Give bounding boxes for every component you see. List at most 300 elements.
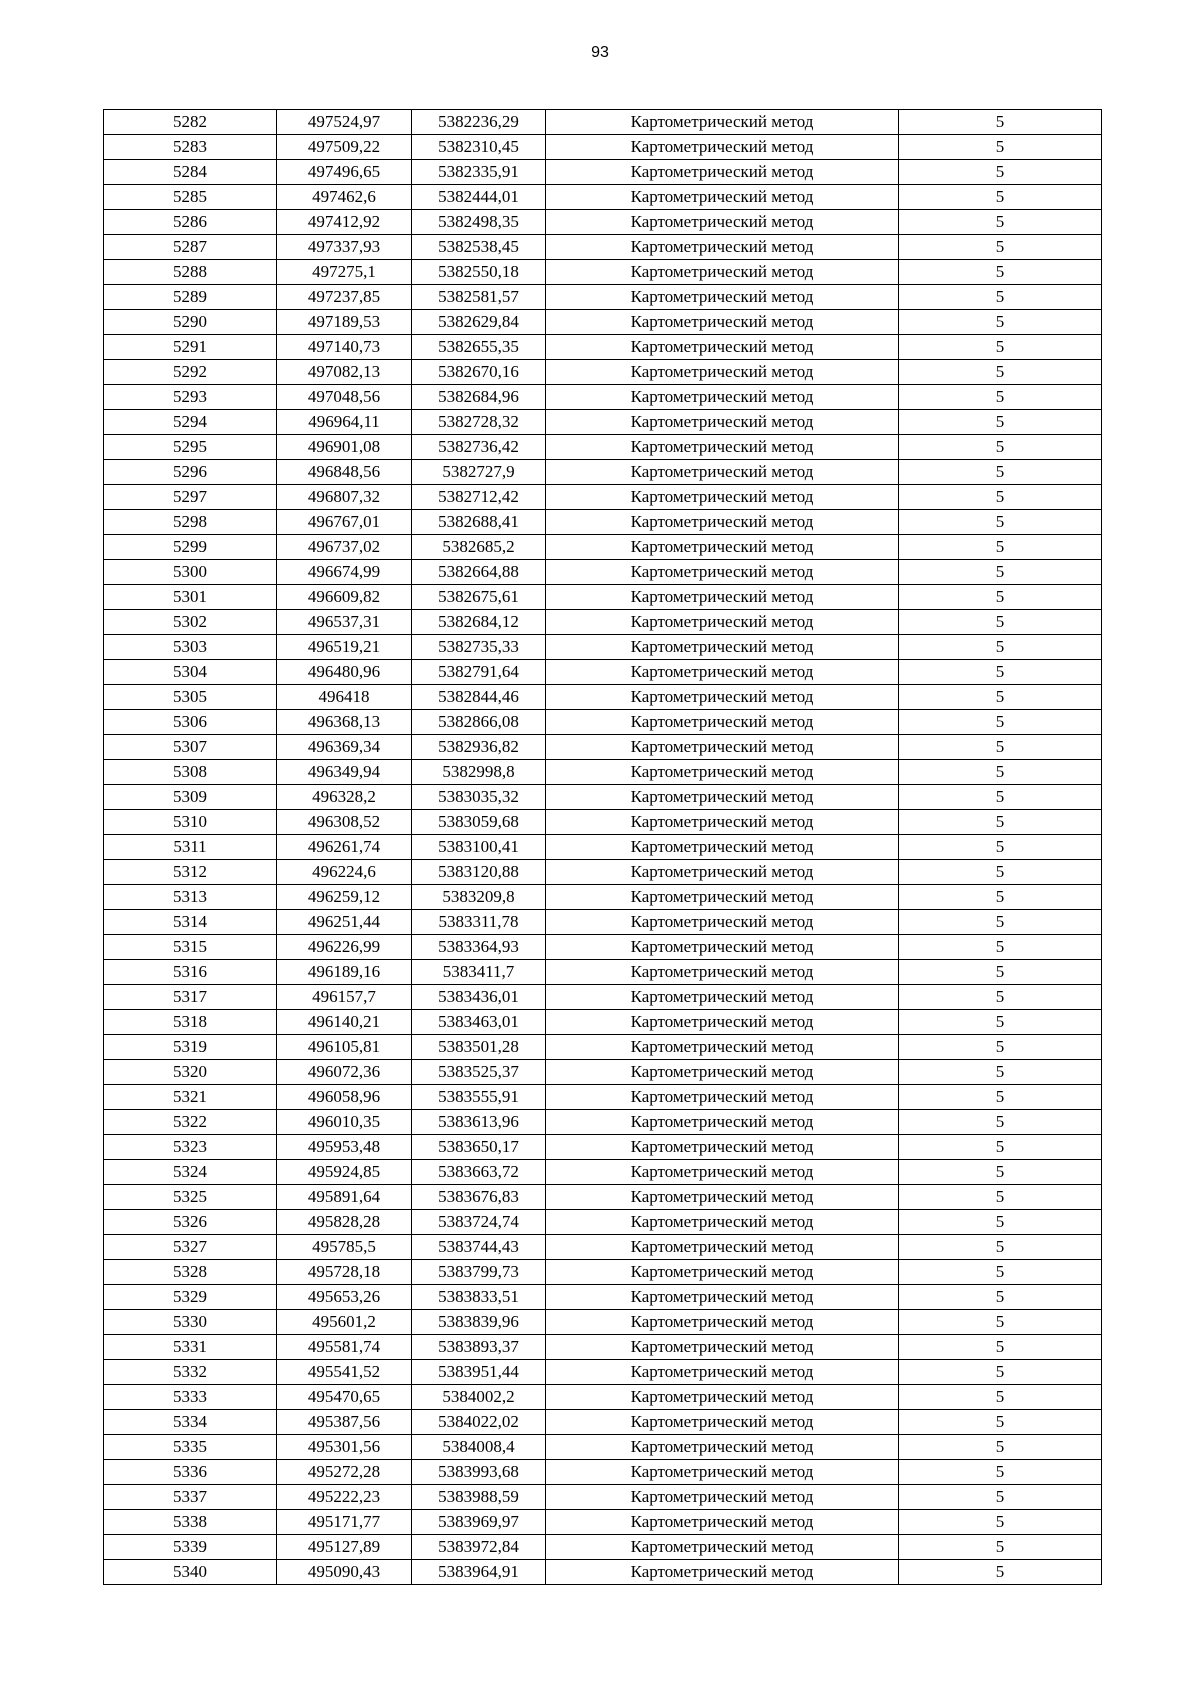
table-row <box>104 1560 1102 1585</box>
method-cell: Картометрический метод <box>546 360 899 385</box>
accuracy-cell: 5 <box>899 685 1102 710</box>
accuracy-cell: 5 <box>899 1185 1102 1210</box>
method-cell: Картометрический метод <box>546 435 899 460</box>
accuracy-cell: 5 <box>899 1260 1102 1285</box>
method-cell: Картометрический метод <box>546 810 899 835</box>
point-number-cell: 5287 <box>104 235 277 260</box>
method-cell: Картометрический метод <box>546 1310 899 1335</box>
x-coordinate-cell: 497412,92 <box>277 210 412 235</box>
method-cell: Картометрический метод <box>546 510 899 535</box>
y-coordinate-cell: 5383969,97 <box>412 1510 546 1535</box>
point-number-cell: 5324 <box>104 1160 277 1185</box>
table-row <box>104 110 1102 135</box>
y-coordinate-cell: 5383364,93 <box>412 935 546 960</box>
method-cell: Картометрический метод <box>546 1035 899 1060</box>
table-row <box>104 1310 1102 1335</box>
accuracy-cell: 5 <box>899 1110 1102 1135</box>
table-row <box>104 1035 1102 1060</box>
y-coordinate-cell: 5382688,41 <box>412 510 546 535</box>
y-coordinate-cell: 5382844,46 <box>412 685 546 710</box>
accuracy-cell: 5 <box>899 1210 1102 1235</box>
table-row <box>104 1510 1102 1535</box>
method-cell: Картометрический метод <box>546 710 899 735</box>
y-coordinate-cell: 5383209,8 <box>412 885 546 910</box>
accuracy-cell: 5 <box>899 460 1102 485</box>
method-cell: Картометрический метод <box>546 1010 899 1035</box>
table-row <box>104 360 1102 385</box>
y-coordinate-cell: 5382727,9 <box>412 460 546 485</box>
point-number-cell: 5303 <box>104 635 277 660</box>
x-coordinate-cell: 495653,26 <box>277 1285 412 1310</box>
x-coordinate-cell: 496010,35 <box>277 1110 412 1135</box>
point-number-cell: 5318 <box>104 1010 277 1035</box>
accuracy-cell: 5 <box>899 710 1102 735</box>
table-row <box>104 310 1102 335</box>
method-cell: Картометрический метод <box>546 1560 899 1585</box>
method-cell: Картометрический метод <box>546 685 899 710</box>
method-cell: Картометрический метод <box>546 885 899 910</box>
method-cell: Картометрический метод <box>546 610 899 635</box>
table-row <box>104 635 1102 660</box>
point-number-cell: 5294 <box>104 410 277 435</box>
point-number-cell: 5305 <box>104 685 277 710</box>
table-row <box>104 610 1102 635</box>
method-cell: Картометрический метод <box>546 135 899 160</box>
x-coordinate-cell: 497524,97 <box>277 110 412 135</box>
x-coordinate-cell: 496058,96 <box>277 1085 412 1110</box>
method-cell: Картометрический метод <box>546 535 899 560</box>
point-number-cell: 5290 <box>104 310 277 335</box>
point-number-cell: 5325 <box>104 1185 277 1210</box>
table-row <box>104 785 1102 810</box>
y-coordinate-cell: 5382655,35 <box>412 335 546 360</box>
point-number-cell: 5293 <box>104 385 277 410</box>
table-row <box>104 660 1102 685</box>
table-row <box>104 1535 1102 1560</box>
accuracy-cell: 5 <box>899 760 1102 785</box>
point-number-cell: 5316 <box>104 960 277 985</box>
method-cell: Картометрический метод <box>546 935 899 960</box>
y-coordinate-cell: 5383501,28 <box>412 1035 546 1060</box>
table-row <box>104 1210 1102 1235</box>
x-coordinate-cell: 495728,18 <box>277 1260 412 1285</box>
point-number-cell: 5307 <box>104 735 277 760</box>
accuracy-cell: 5 <box>899 485 1102 510</box>
table-row <box>104 1335 1102 1360</box>
point-number-cell: 5301 <box>104 585 277 610</box>
x-coordinate-cell: 496189,16 <box>277 960 412 985</box>
accuracy-cell: 5 <box>899 1160 1102 1185</box>
point-number-cell: 5330 <box>104 1310 277 1335</box>
method-cell: Картометрический метод <box>546 1085 899 1110</box>
table-row <box>104 235 1102 260</box>
method-cell: Картометрический метод <box>546 760 899 785</box>
y-coordinate-cell: 5383744,43 <box>412 1235 546 1260</box>
accuracy-cell: 5 <box>899 260 1102 285</box>
method-cell: Картометрический метод <box>546 1060 899 1085</box>
y-coordinate-cell: 5382236,29 <box>412 110 546 135</box>
method-cell: Картометрический метод <box>546 210 899 235</box>
point-number-cell: 5323 <box>104 1135 277 1160</box>
point-number-cell: 5308 <box>104 760 277 785</box>
method-cell: Картометрический метод <box>546 1260 899 1285</box>
accuracy-cell: 5 <box>899 435 1102 460</box>
x-coordinate-cell: 497237,85 <box>277 285 412 310</box>
y-coordinate-cell: 5383411,7 <box>412 960 546 985</box>
table-row <box>104 1260 1102 1285</box>
method-cell: Картометрический метод <box>546 385 899 410</box>
accuracy-cell: 5 <box>899 310 1102 335</box>
accuracy-cell: 5 <box>899 135 1102 160</box>
table-row <box>104 1085 1102 1110</box>
accuracy-cell: 5 <box>899 1485 1102 1510</box>
method-cell: Картометрический метод <box>546 835 899 860</box>
accuracy-cell: 5 <box>899 960 1102 985</box>
method-cell: Картометрический метод <box>546 1185 899 1210</box>
x-coordinate-cell: 496848,56 <box>277 460 412 485</box>
table-row <box>104 935 1102 960</box>
method-cell: Картометрический метод <box>546 660 899 685</box>
y-coordinate-cell: 5384008,4 <box>412 1435 546 1460</box>
method-cell: Картометрический метод <box>546 460 899 485</box>
point-number-cell: 5340 <box>104 1560 277 1585</box>
table-row <box>104 1410 1102 1435</box>
point-number-cell: 5302 <box>104 610 277 635</box>
page-number: 93 <box>591 44 609 61</box>
method-cell: Картометрический метод <box>546 235 899 260</box>
point-number-cell: 5328 <box>104 1260 277 1285</box>
y-coordinate-cell: 5383893,37 <box>412 1335 546 1360</box>
method-cell: Картометрический метод <box>546 1360 899 1385</box>
accuracy-cell: 5 <box>899 410 1102 435</box>
x-coordinate-cell: 496368,13 <box>277 710 412 735</box>
y-coordinate-cell: 5383436,01 <box>412 985 546 1010</box>
x-coordinate-cell: 495127,89 <box>277 1535 412 1560</box>
x-coordinate-cell: 495953,48 <box>277 1135 412 1160</box>
table-row <box>104 810 1102 835</box>
y-coordinate-cell: 5383964,91 <box>412 1560 546 1585</box>
accuracy-cell: 5 <box>899 660 1102 685</box>
accuracy-cell: 5 <box>899 1035 1102 1060</box>
accuracy-cell: 5 <box>899 360 1102 385</box>
y-coordinate-cell: 5382684,96 <box>412 385 546 410</box>
x-coordinate-cell: 495222,23 <box>277 1485 412 1510</box>
x-coordinate-cell: 496157,7 <box>277 985 412 1010</box>
y-coordinate-cell: 5382685,2 <box>412 535 546 560</box>
x-coordinate-cell: 496418 <box>277 685 412 710</box>
point-number-cell: 5311 <box>104 835 277 860</box>
point-number-cell: 5306 <box>104 710 277 735</box>
accuracy-cell: 5 <box>899 785 1102 810</box>
x-coordinate-cell: 497048,56 <box>277 385 412 410</box>
y-coordinate-cell: 5383120,88 <box>412 860 546 885</box>
method-cell: Картометрический метод <box>546 735 899 760</box>
accuracy-cell: 5 <box>899 510 1102 535</box>
y-coordinate-cell: 5382675,61 <box>412 585 546 610</box>
table-row <box>104 560 1102 585</box>
accuracy-cell: 5 <box>899 1460 1102 1485</box>
table-row <box>104 160 1102 185</box>
method-cell: Картометрический метод <box>546 1485 899 1510</box>
point-number-cell: 5314 <box>104 910 277 935</box>
y-coordinate-cell: 5382444,01 <box>412 185 546 210</box>
table-row <box>104 1185 1102 1210</box>
method-cell: Картометрический метод <box>546 260 899 285</box>
x-coordinate-cell: 496674,99 <box>277 560 412 585</box>
x-coordinate-cell: 496737,02 <box>277 535 412 560</box>
accuracy-cell: 5 <box>899 1535 1102 1560</box>
table-row <box>104 1160 1102 1185</box>
point-number-cell: 5284 <box>104 160 277 185</box>
x-coordinate-cell: 495924,85 <box>277 1160 412 1185</box>
table-row <box>104 960 1102 985</box>
point-number-cell: 5333 <box>104 1385 277 1410</box>
point-number-cell: 5296 <box>104 460 277 485</box>
point-number-cell: 5326 <box>104 1210 277 1235</box>
point-number-cell: 5289 <box>104 285 277 310</box>
point-number-cell: 5286 <box>104 210 277 235</box>
x-coordinate-cell: 496251,44 <box>277 910 412 935</box>
accuracy-cell: 5 <box>899 1410 1102 1435</box>
point-number-cell: 5335 <box>104 1435 277 1460</box>
x-coordinate-cell: 495828,28 <box>277 1210 412 1235</box>
point-number-cell: 5295 <box>104 435 277 460</box>
accuracy-cell: 5 <box>899 935 1102 960</box>
method-cell: Картометрический метод <box>546 485 899 510</box>
table-row <box>104 1285 1102 1310</box>
point-number-cell: 5300 <box>104 560 277 585</box>
accuracy-cell: 5 <box>899 385 1102 410</box>
table-row <box>104 1060 1102 1085</box>
point-number-cell: 5310 <box>104 810 277 835</box>
point-number-cell: 5327 <box>104 1235 277 1260</box>
y-coordinate-cell: 5383059,68 <box>412 810 546 835</box>
method-cell: Картометрический метод <box>546 1435 899 1460</box>
y-coordinate-cell: 5382664,88 <box>412 560 546 585</box>
x-coordinate-cell: 497275,1 <box>277 260 412 285</box>
accuracy-cell: 5 <box>899 985 1102 1010</box>
y-coordinate-cell: 5382670,16 <box>412 360 546 385</box>
table-row <box>104 285 1102 310</box>
accuracy-cell: 5 <box>899 560 1102 585</box>
point-number-cell: 5298 <box>104 510 277 535</box>
table-row <box>104 860 1102 885</box>
y-coordinate-cell: 5383613,96 <box>412 1110 546 1135</box>
y-coordinate-cell: 5383676,83 <box>412 1185 546 1210</box>
y-coordinate-cell: 5382629,84 <box>412 310 546 335</box>
x-coordinate-cell: 496609,82 <box>277 585 412 610</box>
method-cell: Картометрический метод <box>546 335 899 360</box>
method-cell: Картометрический метод <box>546 110 899 135</box>
point-number-cell: 5337 <box>104 1485 277 1510</box>
y-coordinate-cell: 5382335,91 <box>412 160 546 185</box>
accuracy-cell: 5 <box>899 1135 1102 1160</box>
accuracy-cell: 5 <box>899 1285 1102 1310</box>
y-coordinate-cell: 5383839,96 <box>412 1310 546 1335</box>
point-number-cell: 5339 <box>104 1535 277 1560</box>
method-cell: Картометрический метод <box>546 1385 899 1410</box>
point-number-cell: 5309 <box>104 785 277 810</box>
point-number-cell: 5320 <box>104 1060 277 1085</box>
point-number-cell: 5329 <box>104 1285 277 1310</box>
y-coordinate-cell: 5382866,08 <box>412 710 546 735</box>
method-cell: Картометрический метод <box>546 1210 899 1235</box>
point-number-cell: 5338 <box>104 1510 277 1535</box>
y-coordinate-cell: 5382310,45 <box>412 135 546 160</box>
accuracy-cell: 5 <box>899 160 1102 185</box>
table-row <box>104 535 1102 560</box>
y-coordinate-cell: 5384002,2 <box>412 1385 546 1410</box>
accuracy-cell: 5 <box>899 1560 1102 1585</box>
table-row <box>104 1110 1102 1135</box>
x-coordinate-cell: 496226,99 <box>277 935 412 960</box>
y-coordinate-cell: 5383833,51 <box>412 1285 546 1310</box>
x-coordinate-cell: 497082,13 <box>277 360 412 385</box>
y-coordinate-cell: 5382684,12 <box>412 610 546 635</box>
accuracy-cell: 5 <box>899 835 1102 860</box>
accuracy-cell: 5 <box>899 1385 1102 1410</box>
x-coordinate-cell: 497509,22 <box>277 135 412 160</box>
x-coordinate-cell: 496072,36 <box>277 1060 412 1085</box>
table-row <box>104 460 1102 485</box>
y-coordinate-cell: 5383993,68 <box>412 1460 546 1485</box>
accuracy-cell: 5 <box>899 860 1102 885</box>
accuracy-cell: 5 <box>899 1310 1102 1335</box>
y-coordinate-cell: 5382936,82 <box>412 735 546 760</box>
x-coordinate-cell: 495891,64 <box>277 1185 412 1210</box>
point-number-cell: 5285 <box>104 185 277 210</box>
table-row <box>104 1135 1102 1160</box>
accuracy-cell: 5 <box>899 235 1102 260</box>
x-coordinate-cell: 496901,08 <box>277 435 412 460</box>
method-cell: Картометрический метод <box>546 1510 899 1535</box>
point-number-cell: 5319 <box>104 1035 277 1060</box>
y-coordinate-cell: 5383555,91 <box>412 1085 546 1110</box>
table-row <box>104 410 1102 435</box>
point-number-cell: 5288 <box>104 260 277 285</box>
y-coordinate-cell: 5382581,57 <box>412 285 546 310</box>
coordinates-table <box>103 109 1102 1585</box>
table-row <box>104 985 1102 1010</box>
y-coordinate-cell: 5383463,01 <box>412 1010 546 1035</box>
x-coordinate-cell: 496369,34 <box>277 735 412 760</box>
table-row <box>104 385 1102 410</box>
table-row <box>104 260 1102 285</box>
point-number-cell: 5336 <box>104 1460 277 1485</box>
accuracy-cell: 5 <box>899 1085 1102 1110</box>
x-coordinate-cell: 497189,53 <box>277 310 412 335</box>
point-number-cell: 5299 <box>104 535 277 560</box>
method-cell: Картометрический метод <box>546 1110 899 1135</box>
x-coordinate-cell: 495541,52 <box>277 1360 412 1385</box>
y-coordinate-cell: 5383724,74 <box>412 1210 546 1235</box>
table-row <box>104 335 1102 360</box>
y-coordinate-cell: 5383663,72 <box>412 1160 546 1185</box>
point-number-cell: 5283 <box>104 135 277 160</box>
point-number-cell: 5292 <box>104 360 277 385</box>
table-row <box>104 510 1102 535</box>
x-coordinate-cell: 496261,74 <box>277 835 412 860</box>
y-coordinate-cell: 5382998,8 <box>412 760 546 785</box>
method-cell: Картометрический метод <box>546 1160 899 1185</box>
y-coordinate-cell: 5384022,02 <box>412 1410 546 1435</box>
point-number-cell: 5332 <box>104 1360 277 1385</box>
x-coordinate-cell: 497140,73 <box>277 335 412 360</box>
table-row <box>104 1010 1102 1035</box>
accuracy-cell: 5 <box>899 885 1102 910</box>
method-cell: Картометрический метод <box>546 585 899 610</box>
accuracy-cell: 5 <box>899 210 1102 235</box>
y-coordinate-cell: 5382498,35 <box>412 210 546 235</box>
y-coordinate-cell: 5382538,45 <box>412 235 546 260</box>
x-coordinate-cell: 495387,56 <box>277 1410 412 1435</box>
x-coordinate-cell: 495581,74 <box>277 1335 412 1360</box>
x-coordinate-cell: 495171,77 <box>277 1510 412 1535</box>
table-row <box>104 135 1102 160</box>
y-coordinate-cell: 5383311,78 <box>412 910 546 935</box>
method-cell: Картометрический метод <box>546 185 899 210</box>
x-coordinate-cell: 495785,5 <box>277 1235 412 1260</box>
accuracy-cell: 5 <box>899 635 1102 660</box>
method-cell: Картометрический метод <box>546 1460 899 1485</box>
accuracy-cell: 5 <box>899 1335 1102 1360</box>
point-number-cell: 5334 <box>104 1410 277 1435</box>
point-number-cell: 5331 <box>104 1335 277 1360</box>
table-row <box>104 485 1102 510</box>
table-row <box>104 1360 1102 1385</box>
accuracy-cell: 5 <box>899 110 1102 135</box>
table-row <box>104 185 1102 210</box>
table-row <box>104 835 1102 860</box>
method-cell: Картометрический метод <box>546 985 899 1010</box>
accuracy-cell: 5 <box>899 1510 1102 1535</box>
x-coordinate-cell: 496537,31 <box>277 610 412 635</box>
method-cell: Картометрический метод <box>546 1410 899 1435</box>
x-coordinate-cell: 496964,11 <box>277 410 412 435</box>
table-row <box>104 885 1102 910</box>
method-cell: Картометрический метод <box>546 1535 899 1560</box>
x-coordinate-cell: 496140,21 <box>277 1010 412 1035</box>
table-row <box>104 585 1102 610</box>
accuracy-cell: 5 <box>899 1235 1102 1260</box>
x-coordinate-cell: 496308,52 <box>277 810 412 835</box>
accuracy-cell: 5 <box>899 185 1102 210</box>
table-row <box>104 1485 1102 1510</box>
method-cell: Картометрический метод <box>546 310 899 335</box>
table-row <box>104 910 1102 935</box>
y-coordinate-cell: 5382550,18 <box>412 260 546 285</box>
x-coordinate-cell: 496259,12 <box>277 885 412 910</box>
x-coordinate-cell: 496349,94 <box>277 760 412 785</box>
table-row <box>104 760 1102 785</box>
accuracy-cell: 5 <box>899 1435 1102 1460</box>
table-row <box>104 1460 1102 1485</box>
x-coordinate-cell: 496519,21 <box>277 635 412 660</box>
x-coordinate-cell: 496807,32 <box>277 485 412 510</box>
table-row <box>104 685 1102 710</box>
x-coordinate-cell: 496224,6 <box>277 860 412 885</box>
y-coordinate-cell: 5383035,32 <box>412 785 546 810</box>
method-cell: Картометрический метод <box>546 960 899 985</box>
method-cell: Картометрический метод <box>546 635 899 660</box>
point-number-cell: 5282 <box>104 110 277 135</box>
accuracy-cell: 5 <box>899 1360 1102 1385</box>
table-row <box>104 710 1102 735</box>
x-coordinate-cell: 495301,56 <box>277 1435 412 1460</box>
y-coordinate-cell: 5382735,33 <box>412 635 546 660</box>
y-coordinate-cell: 5382791,64 <box>412 660 546 685</box>
x-coordinate-cell: 496480,96 <box>277 660 412 685</box>
